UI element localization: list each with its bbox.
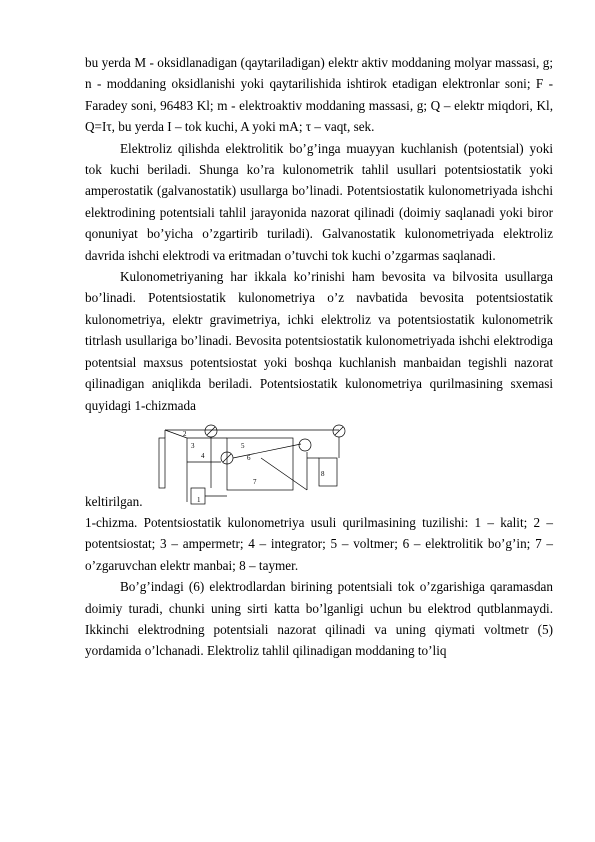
paragraph-4: Bo’g’indagi (6) elektrodlardan birining potentsiali tok o’zgarishiga qaramasdan doimiy turadi, chunki uning sirti katta bo’lganligi uchun bu elektrod qutblanmaydi. Ikkinchi elektrodning potentsiali nazorat qilinadi va uning qiymati voltmetr (5) yordamida o’lchanadi. Elektroliz tahlil qilinadigan moddaning to’liq — [85, 579, 553, 659]
potentiostat-box — [159, 438, 165, 488]
label-5: 5 — [241, 441, 245, 450]
document-page — [85, 52, 553, 662]
label-2: 2 — [183, 429, 187, 438]
paragraph-3-end: keltirilgan. — [85, 493, 143, 509]
figure-row — [85, 416, 553, 512]
label-6: 6 — [247, 453, 251, 462]
paragraph-3: Kulonometriyaning har ikkala ko’rinishi ham bevosita va bilvosita usullarga bo’linadi. Potentsiostatik kulonometriya o’z navbatida bevosita potentsiostatik kulonometriya, elektr gravimetriya, ichki elektroliz va potentsiostatik kulonometrik titrlash usullariga bo’linadi. Bevosita potentsiostatik kulonometriyada ishchi elektrodiga potentsial maxsus potentsiostat yoki boshqa kuchlanish manbaidan tegishli nazorat qilinadigan aniqlikda beriladi. Potentsiostatik kulonometriya qurilmasining sxemasi quyidagi 1-chizmada — [85, 269, 553, 413]
label-8: 8 — [321, 469, 325, 478]
label-7: 7 — [253, 477, 257, 486]
paragraph-2: Elektroliz qilishda elektrolitik bo’g’inga muayyan kuchlanish (potentsial) yoki tok kuchi beriladi. Shunga ko’ra kulonometrik tahlil usullari potentsiostatik yoki amperostatik (galvanostatik) usullarga bo’linadi. Potentsiostatik kulonometriyada ishchi elektrodining potentsiali tahlil jarayonida nazorat qilinadi (doimiy saqlanadi yoki biror qonuniyat bo’yicha o’zgartirib turiladi). Galvanostatik kulonometriyada elektroliz davrida ishchi elektrodi va eritmadan o’tuvchi tok kuchi o’zgarmas saqlanadi. — [85, 140, 553, 263]
label-4: 4 — [201, 451, 205, 460]
circuit-diagram — [157, 418, 447, 510]
label-3: 3 — [191, 441, 195, 450]
electrolytic-cell — [227, 438, 293, 490]
figure-caption: 1-chizma. Potentsiostatik kulonometriya usuli qurilmasining tuzilishi: 1 – kalit; 2 – potentsiostat; 3 – ampermetr; 4 – integrator; 5 – voltmer; 6 – elektrolitik bo’g’in; 7 – o’zgaruvchan elektr manbai; 8 – taymer. — [85, 514, 553, 573]
cell-electrode — [299, 439, 311, 451]
paragraph-1: bu yerda M - oksidlanadigan (qaytariladigan) elektr aktiv moddaning molyar massasi, g; n - moddaning oksidlanishi yoki qaytarilishida ishtirok etadigan elektronlar soni; F - Faradey soni, 96483 Kl; m - elektroaktiv moddaning massasi, g; Q – elektr miqdori, Kl, Q=Iτ, bu yerda I – tok kuchi, A yoki mA; τ – vaqt, sek. — [85, 55, 553, 135]
label-1: 1 — [197, 495, 201, 504]
